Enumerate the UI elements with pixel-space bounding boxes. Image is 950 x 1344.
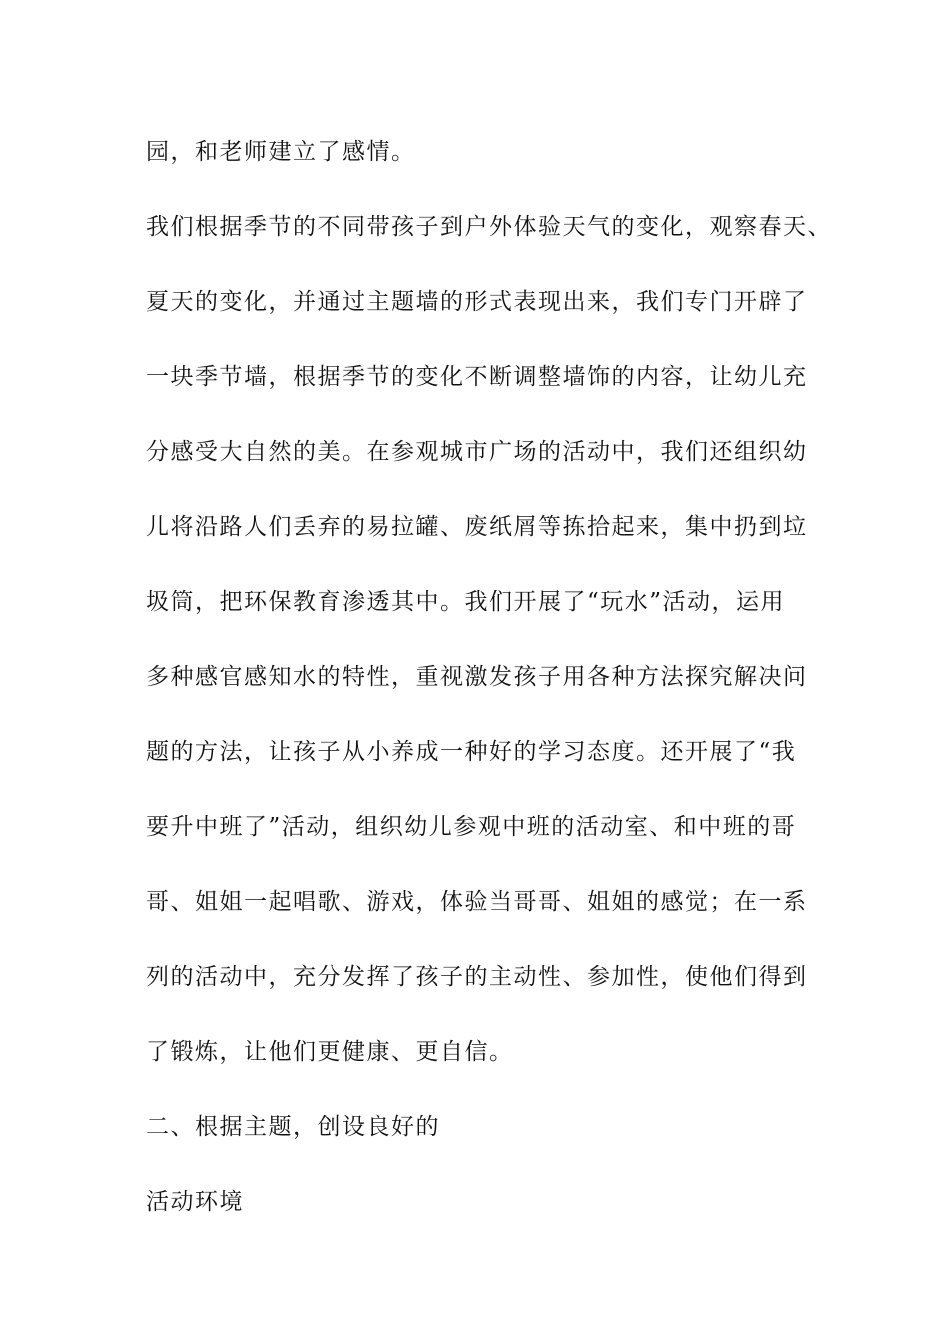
- text-line: 列的活动中，充分发挥了孩子的主动性、参加性，使他们得到: [146, 964, 808, 990]
- text-line: 儿将沿路人们丢弃的易拉罐、废纸屑等拣拾起来，集中扔到垃: [146, 514, 808, 540]
- text-line: 多种感官感知水的特性，重视激发孩子用各种方法探究解决问: [146, 664, 808, 690]
- text-line: 圾筒，把环保教育渗透其中。我们开展了“玩水”活动，运用: [146, 589, 786, 615]
- text-line: 分感受大自然的美。在参观城市广场的活动中，我们还组织幼: [146, 439, 808, 465]
- text-line: 哥、姐姐一起唱歌、游戏，体验当哥哥、姐姐的感觉；在一系: [146, 889, 808, 915]
- text-line: 园，和老师建立了感情。: [146, 139, 416, 165]
- text-line: 要升中班了”活动，组织幼儿参观中班的活动室、和中班的哥: [146, 814, 797, 840]
- text-line: 一块季节墙，根据季节的变化不断调整墙饰的内容，让幼儿充: [146, 364, 808, 390]
- section-heading: 二、根据主题，创设良好的: [146, 1114, 440, 1140]
- section-heading-continued: 活动环境: [146, 1189, 244, 1215]
- text-line: 我们根据季节的不同带孩子到户外体验天气的变化，观察春天、: [146, 214, 832, 240]
- text-line: 了锻炼，让他们更健康、更自信。: [146, 1039, 514, 1065]
- text-line: 夏天的变化，并通过主题墙的形式表现出来，我们专门开辟了: [146, 289, 808, 315]
- text-line: 题的方法，让孩子从小养成一种好的学习态度。还开展了“我: [146, 739, 797, 765]
